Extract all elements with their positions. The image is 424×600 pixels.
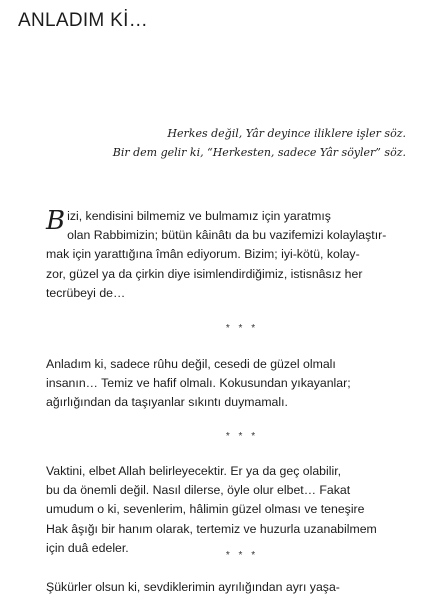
epigraph xyxy=(113,124,406,162)
paragraph-line: Hak âşığı bir hanım olarak, tertemiz ve huzurla uzanabilmem xyxy=(46,521,377,536)
section-separator: * * * xyxy=(225,323,259,334)
chapter-title: ANLADIM Kİ… xyxy=(18,10,148,31)
paragraph-line: bu da önemli değil. Nasıl dilerse, öyle olur elbet… Fakat xyxy=(46,483,351,498)
paragraph-line: tecrübeyi de… xyxy=(46,285,126,300)
paragraph-line: Vaktini, elbet Allah belirleyecektir. Er ya da geç olabilir, xyxy=(46,464,342,478)
paragraph-line: olan Rabbimizin; bütün kâinâtı da bu vazifemizi kolaylaştır- xyxy=(67,228,387,243)
epigraph-line-2: Bir dem gelir ki, “Herkesten, sadece Yâr söyler” söz. xyxy=(112,146,406,159)
paragraph-3 xyxy=(46,462,406,558)
epigraph-line-1: Herkes değil, Yâr deyince iliklere işler söz. xyxy=(167,127,406,140)
paragraph-2 xyxy=(46,355,406,413)
paragraph-line: Şükürler olsun ki, sevdiklerimin ayrılığından ayrı yaşa- xyxy=(46,580,340,594)
paragraph-line: insanın… Temiz ve hafif olmalı. Kokusundan yıkayanlar; xyxy=(46,376,351,391)
paragraph-line: Bizi, kendisini bilmemiz ve bulmamız için yaratmış xyxy=(46,206,331,236)
paragraph-line: Anladım ki, sadece rûhu değil, cesedi de güzel olmalı xyxy=(46,357,336,371)
section-separator: * * * xyxy=(225,431,259,442)
paragraph-line: ağırlığından da taşıyanlar sıkıntı duymamalı. xyxy=(46,395,288,410)
paragraph-line: için duâ edeler. xyxy=(46,540,129,555)
paragraph-line: zor, güzel ya da çirkin diye isimlendirdiğimiz, istisnâsız her xyxy=(46,266,363,281)
drop-cap: B xyxy=(46,206,66,236)
paragraph-4 xyxy=(46,578,406,597)
paragraph-1 xyxy=(46,207,406,303)
paragraph-line: mak için yarattığına îmân ediyorum. Bizim; iyi-kötü, kolay- xyxy=(46,247,360,262)
section-separator: * * * xyxy=(225,550,259,561)
paragraph-line: umudum o ki, sevenlerim, hâlimin güzel olması ve teneşire xyxy=(46,502,365,517)
